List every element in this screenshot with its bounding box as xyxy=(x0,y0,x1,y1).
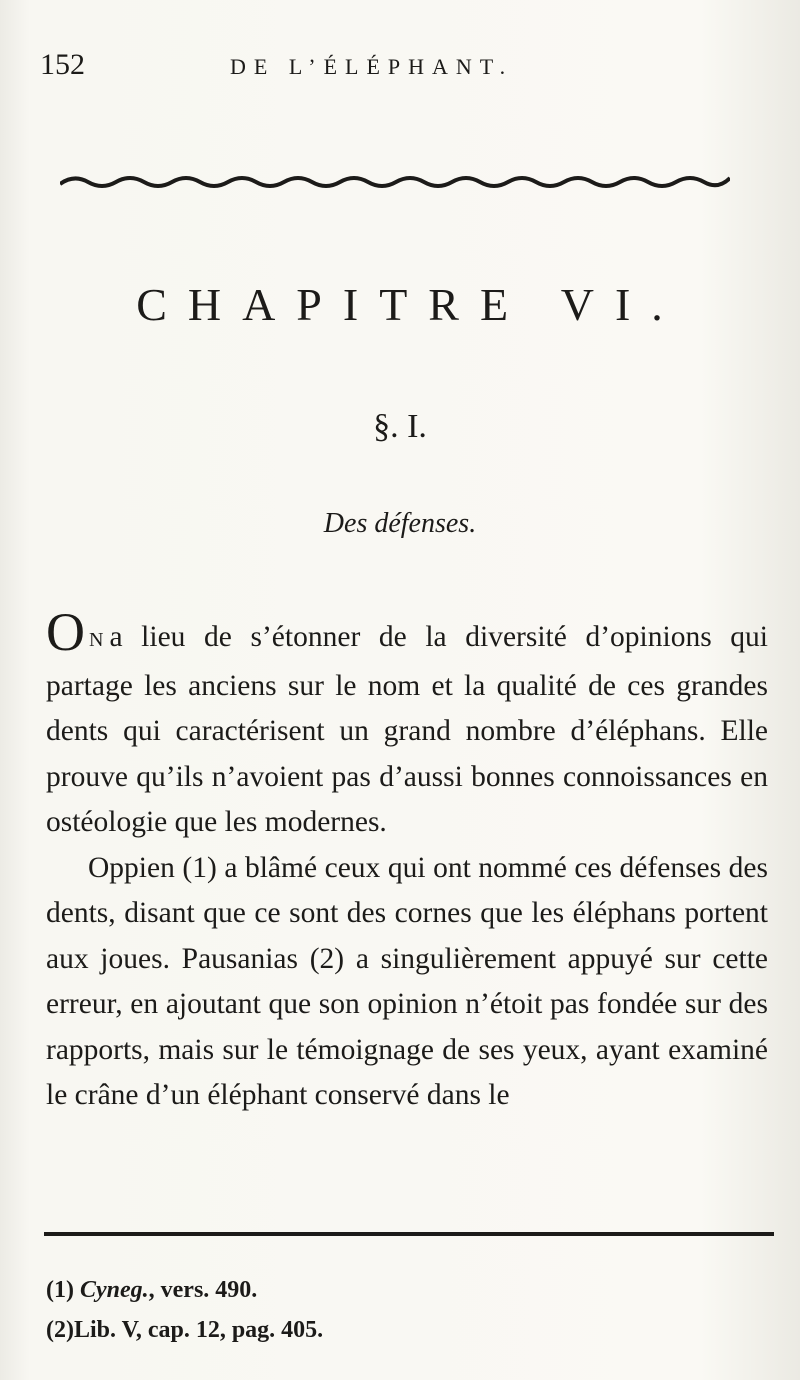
footnotes xyxy=(46,1270,766,1350)
drop-cap: O xyxy=(46,602,85,662)
wave-ornament-icon xyxy=(60,168,730,194)
paragraph-2: Oppien (1) a blâmé ceux qui ont nommé ces défenses des dents, disant que ce sont des cornes que les éléphans portent aux joues. Pausanias (2) a singulièrement appuyé sur cette erreur, en ajoutant que son opinion n’étoit pas fondée sur des rapports, mais sur le témoignage de ses yeux, ayant examiné le crâne d’un éléphant conservé dans le xyxy=(46,851,768,1111)
footnote-2 xyxy=(46,1310,766,1350)
chapter-title: CHAPITRE VI. xyxy=(136,279,684,330)
footnote-source: Cyneg. xyxy=(79,1277,149,1303)
footnote-1 xyxy=(46,1270,766,1310)
footnote-marker: (2) xyxy=(46,1317,74,1343)
section-title: Des défenses. xyxy=(323,508,477,539)
section-mark: §. I. xyxy=(373,408,427,445)
footnote-reference: cap. 12, pag. 405. xyxy=(141,1317,324,1343)
running-title: DE L’ÉLÉPHANT. xyxy=(230,54,514,79)
running-head xyxy=(40,48,760,88)
page-number: 152 xyxy=(40,48,85,81)
paragraph-1-text: a lieu de s’étonner de la diversité d’opinions qui partage les anciens sur le nom et la qualité de ces grandes dents qui caractérisent un grand nombre d’éléphans. Elle prouve qu’ils n’avoient pas d’aussi bonnes connoissances en ostéologie que les modernes. xyxy=(46,621,768,838)
footnote-marker: (1) xyxy=(46,1277,74,1303)
paragraph-1 xyxy=(46,602,768,846)
footnote-source: Lib. V, xyxy=(73,1317,142,1343)
body-text xyxy=(46,602,768,1119)
footnote-reference: , vers. 490. xyxy=(148,1277,258,1303)
small-cap-letter: N xyxy=(89,629,104,651)
footnote-divider xyxy=(44,1232,774,1236)
